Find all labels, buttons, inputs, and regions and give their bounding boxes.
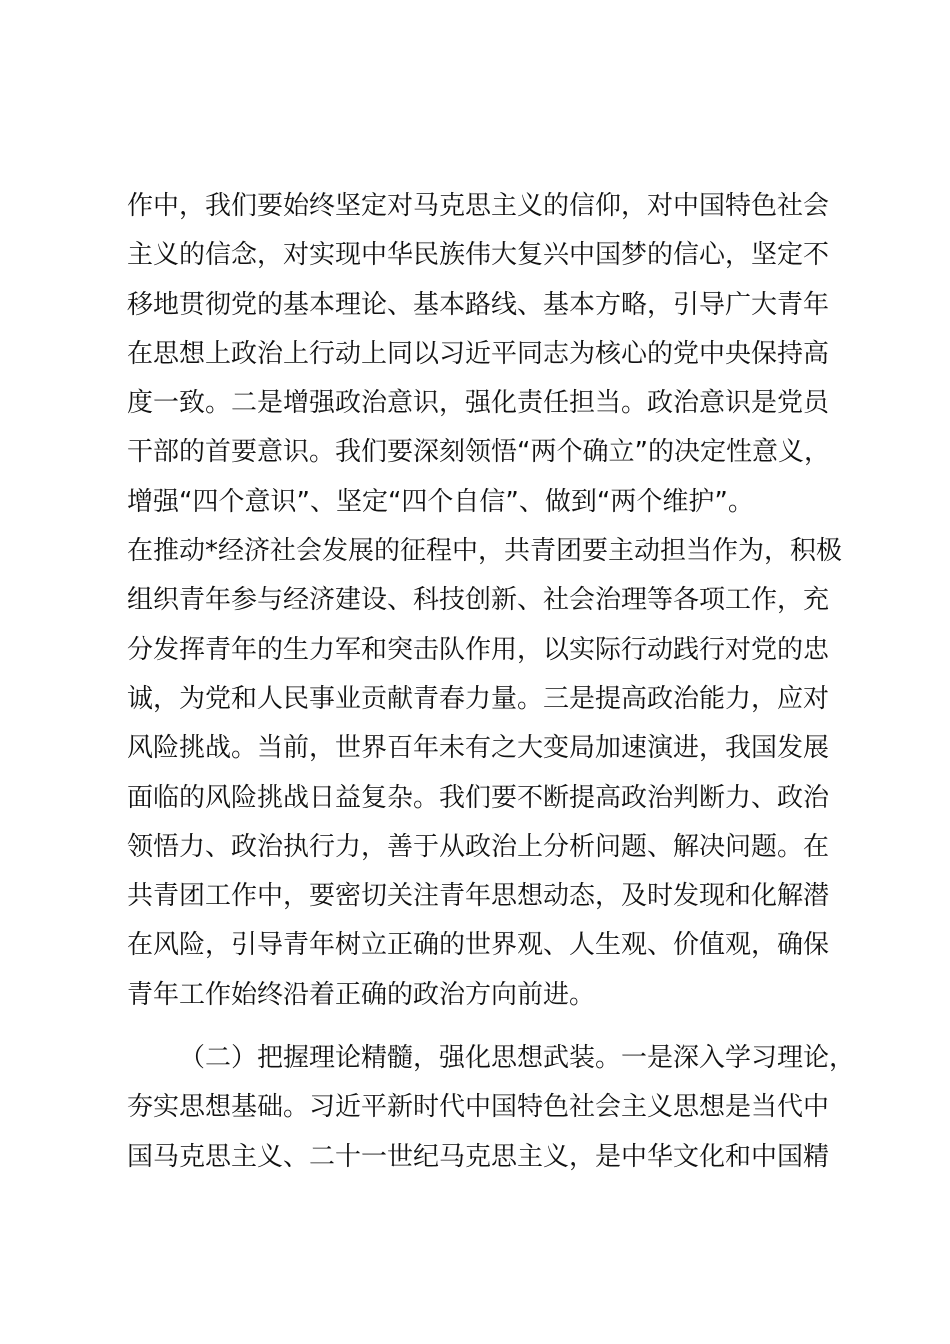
text-line: 干部的首要意识。我们要深刻领悟“两个确立”的决定性意义， [127, 437, 830, 468]
text-line: 分发挥青年的生力军和突击队作用，以实际行动践行对党的忠 [127, 634, 830, 665]
paragraph-section-2 [127, 1034, 857, 1182]
text-line: 移地贯彻党的基本理论、基本路线、基本方略，引导广大青年 [127, 289, 830, 320]
text-line: （二）把握理论精髓，强化思想武装。一是深入学习理论， [179, 1043, 856, 1073]
text-line: 面临的风险挑战日益复杂。我们要不断提高政治判断力、政治 [127, 782, 830, 813]
text-line: 诚，为党和人民事业贡献青春力量。三是提高政治能力，应对 [127, 683, 830, 714]
text-line: 领悟力、政治执行力，善于从政治上分析问题、解决问题。在 [127, 831, 830, 862]
text-line: 作中，我们要始终坚定对马克思主义的信仰，对中国特色社会 [127, 191, 830, 221]
text-line: 共青团工作中，要密切关注青年思想动态，及时发现和化解潜 [127, 881, 830, 912]
text-line: 风险挑战。当前，世界百年未有之大变局加速演进，我国发展 [127, 733, 830, 764]
paragraph-continued [127, 182, 857, 1020]
text-line: 在风险，引导青年树立正确的世界观、人生观、价值观，确保 [127, 930, 830, 961]
text-line: 增强“四个意识”、坚定“四个自信”、做到“两个维护”。 [127, 486, 754, 517]
text-line: 在思想上政治上行动上同以习近平同志为核心的党中央保持高 [127, 338, 830, 369]
text-line: 主义的信念，对实现中华民族伟大复兴中国梦的信心，坚定不 [127, 240, 830, 271]
text-line: 夯实思想基础。习近平新时代中国特色社会主义思想是当代中 [127, 1092, 830, 1123]
text-line: 国马克思主义、二十一世纪马克思主义，是中华文化和中国精 [127, 1141, 830, 1172]
text-line: 组织青年参与经济建设、科技创新、社会治理等各项工作，充 [127, 585, 830, 616]
text-line: 度一致。二是增强政治意识，强化责任担当。政治意识是党员 [127, 388, 830, 419]
text-line: 在推动*经济社会发展的征程中，共青团要主动担当作为，积极 [127, 536, 843, 567]
text-line: 青年工作始终沿着正确的政治方向前进。 [127, 979, 596, 1010]
